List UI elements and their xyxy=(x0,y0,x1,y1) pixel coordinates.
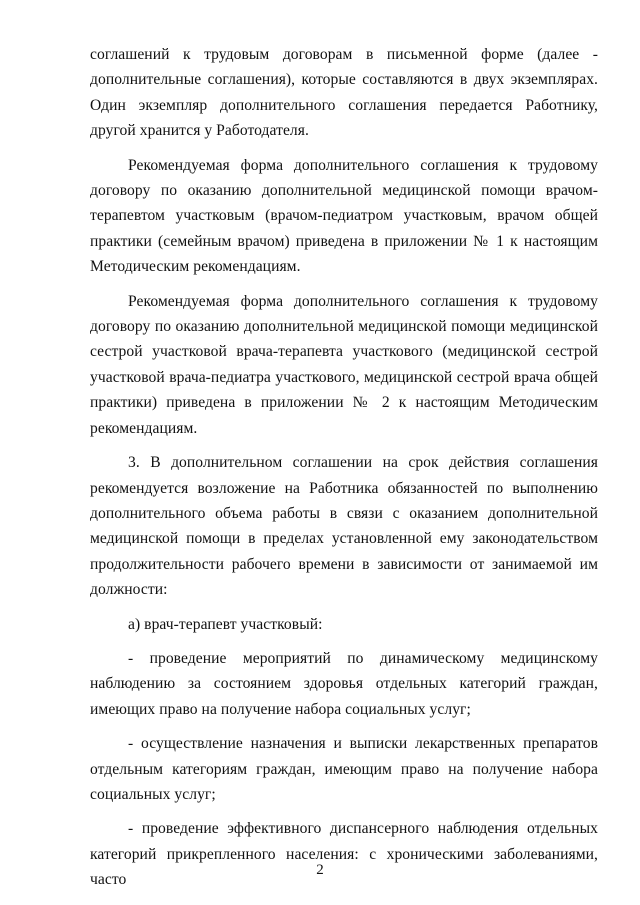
paragraph-form-appendix-1: Рекомендуемая форма дополнительного соглашения к трудовому договору по оказанию дополнительной медицинской помощи врачом-терапевтом участковым (врачом-педиатром участковым, врачом общей практики (семейным врачом) приведена в приложении № 1 к настоящим Методическим рекомендациям. xyxy=(90,156,598,276)
list-item-monitoring: - проведение мероприятий по динамическому медицинскому наблюдению за состоянием здоровья отдельных категорий граждан, имеющих право на получение набора социальных услуг; xyxy=(90,649,598,718)
list-heading-therapist: а) врач-терапевт участковый: xyxy=(128,615,323,633)
page-number: 2 xyxy=(316,862,324,878)
paragraph-continuation: соглашений к трудовым договорам в письменной форме (далее - дополнительные соглашения), которые составляются в двух экземплярах. Один экземпляр дополнительного соглашения передается Работнику, другой хранится у Работодателя. xyxy=(90,46,598,140)
paragraph-section-3: 3. В дополнительном соглашении на срок действия соглашения рекомендуется возложение на Работника обязанностей по выполнению дополнительного объема работы в связи с оказанием дополнительной медицинской помощи в пределах установленной ему законодательством продолжительности рабочего времени в зависимости от занимаемой им должности: xyxy=(90,454,598,599)
list-item-prescriptions: - осуществление назначения и выписки лекарственных препаратов отдельным категориям граждан, имеющим право на получение набора социальных услуг; xyxy=(90,735,598,803)
document-body xyxy=(90,42,598,902)
paragraph-form-appendix-2: Рекомендуемая форма дополнительного соглашения к трудовому договору по оказанию дополнительной медицинской помощи медицинской сестрой участковой врача-терапевта участкового (медицинской сестрой участковой врача-педиатра участкового, медицинской сестрой врача общей практики) приведена в приложении № 2 к настоящим Методическим рекомендациям. xyxy=(90,292,598,437)
list-item-dispensary: - проведение эффективного диспансерного наблюдения отдельных категорий прикрепленного населения: с хроническими заболеваниями, часто xyxy=(90,820,598,889)
